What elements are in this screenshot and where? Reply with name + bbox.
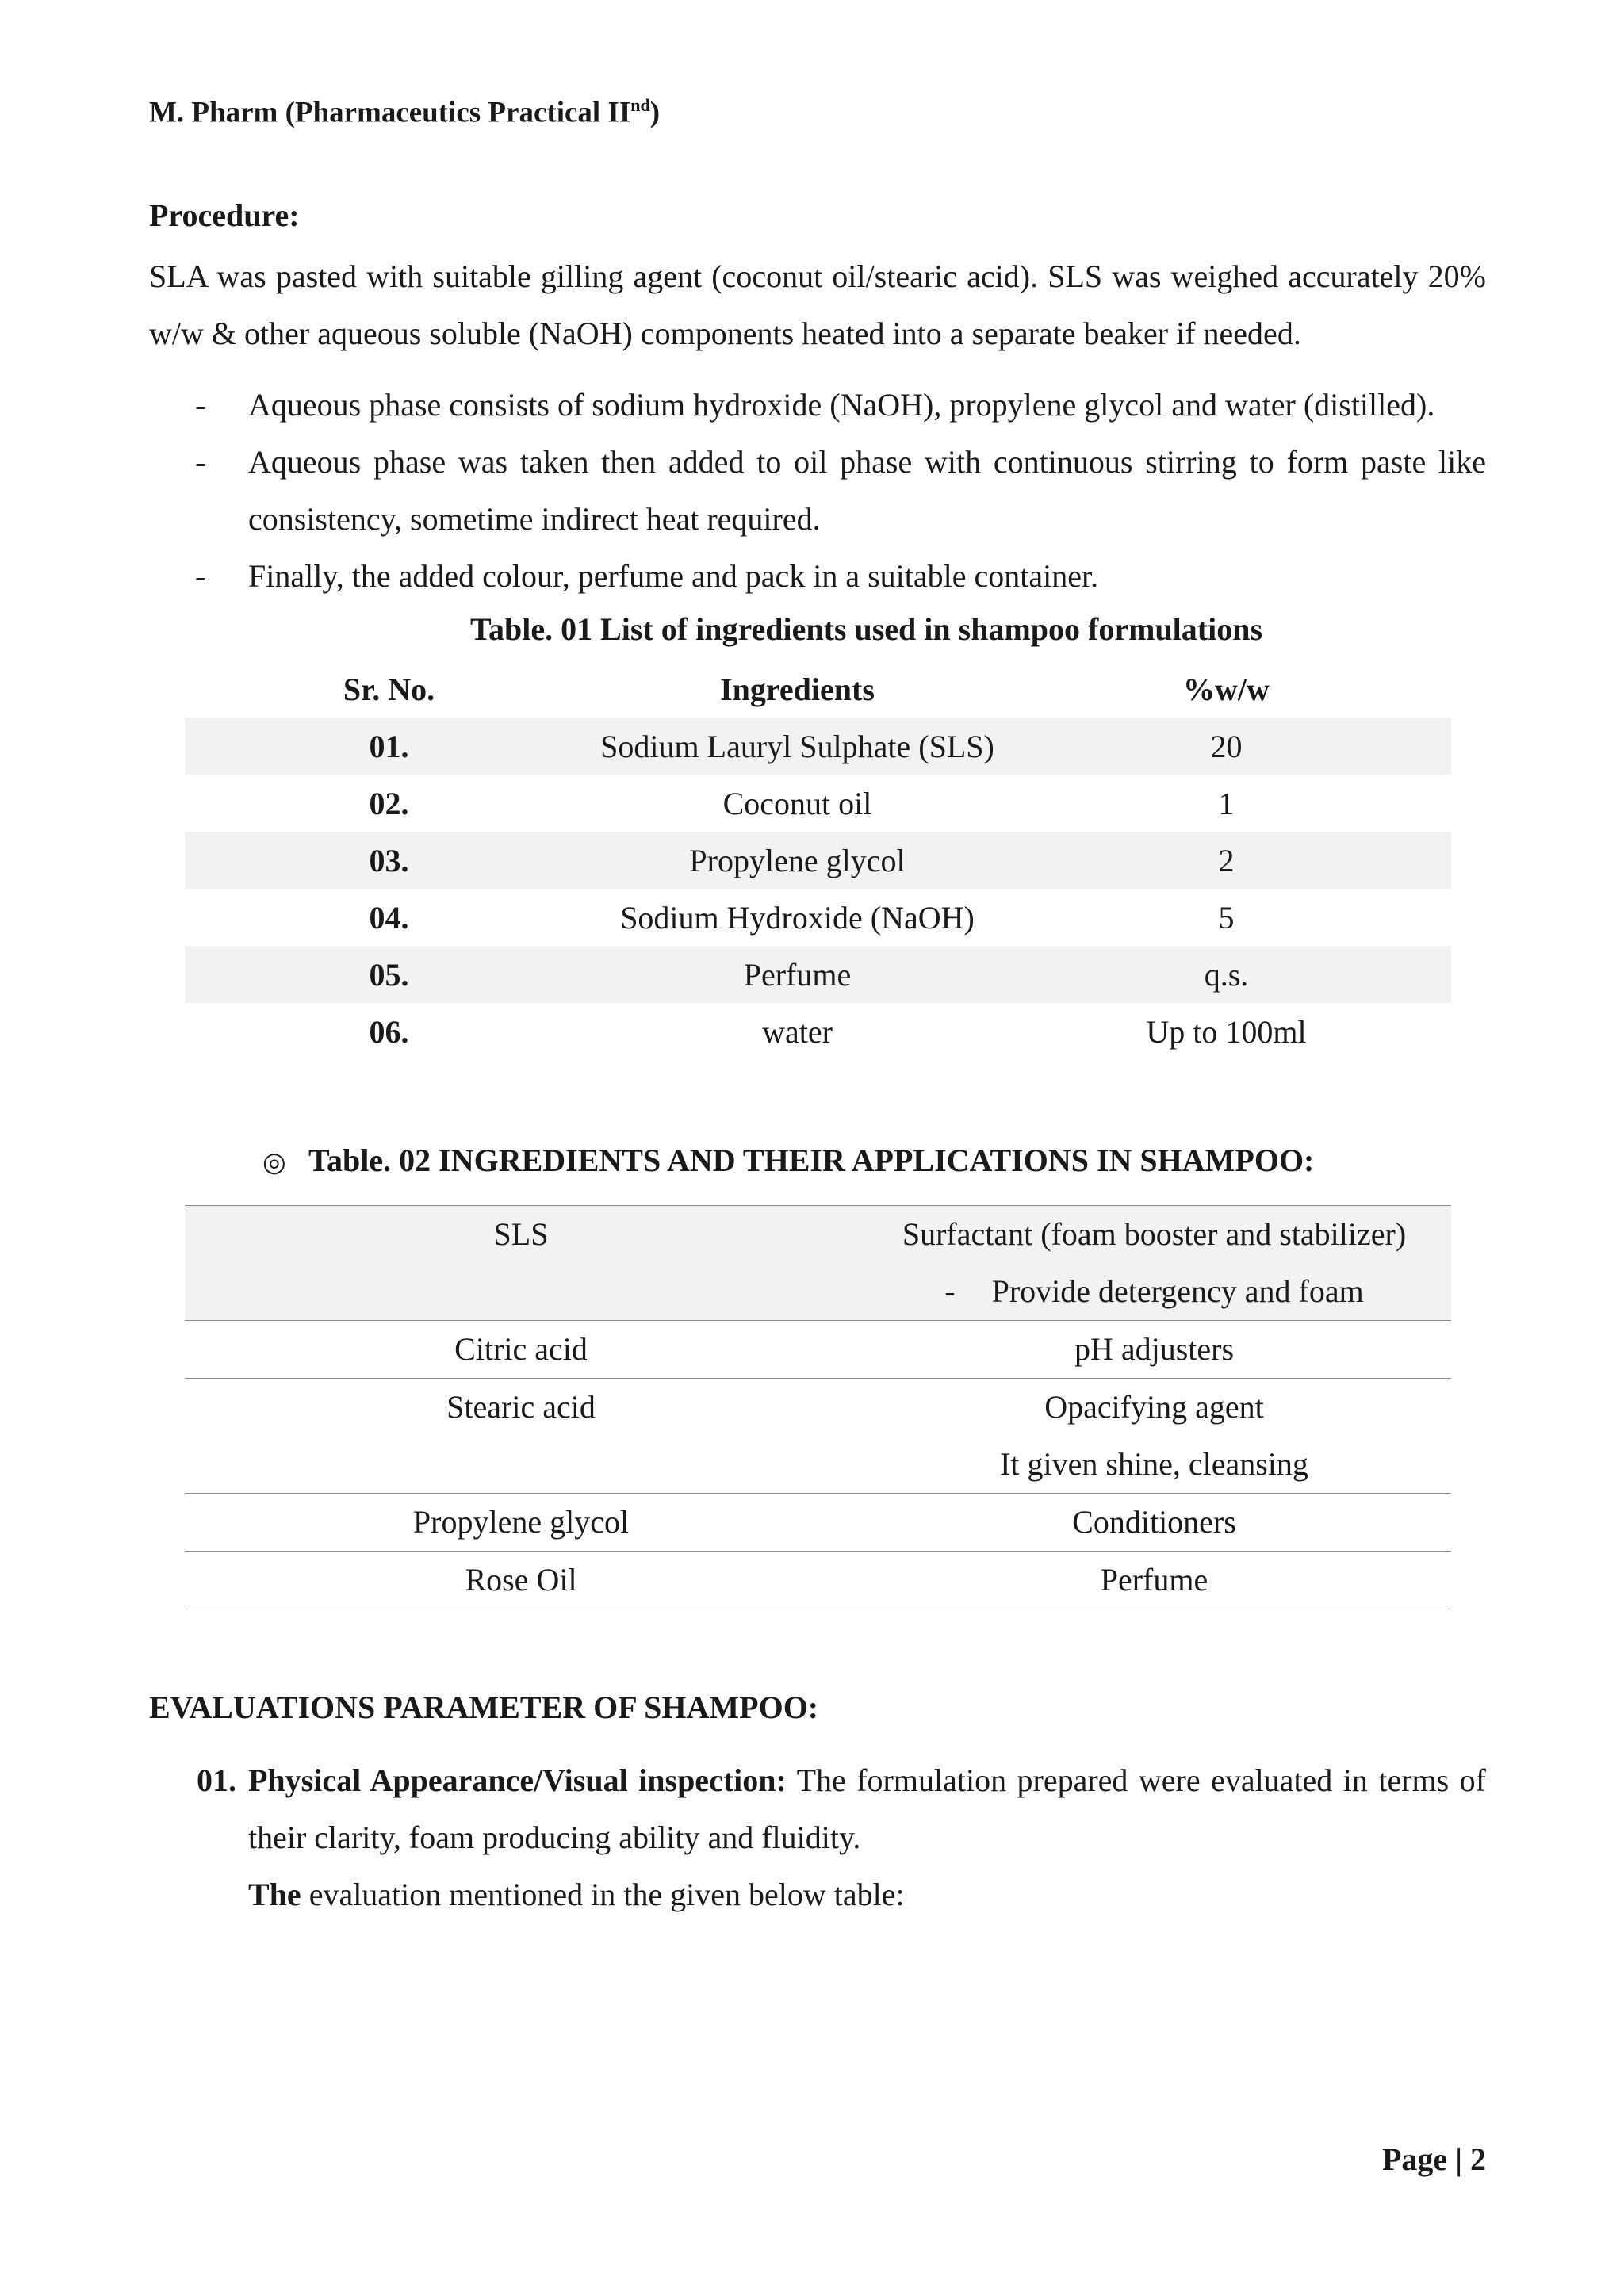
procedure-bullets (149, 377, 1486, 605)
cell-ingredient: SLS (185, 1206, 857, 1321)
cell-ingredient: Sodium Hydroxide (NaOH) (620, 899, 975, 936)
bullet-marker: - (195, 558, 206, 594)
application-text: Surfactant (foam booster and stabilizer) (902, 1216, 1407, 1252)
cell-ingredient: Perfume (593, 946, 1002, 1003)
cell-sr-no: 02. (369, 785, 409, 821)
bullet-item (149, 377, 1486, 434)
cell-ingredient: Stearic acid (185, 1379, 857, 1494)
cell-sr-no: 05. (185, 946, 593, 1003)
table-row (185, 1003, 1451, 1060)
table-row (185, 1206, 1451, 1321)
bullet-text: Finally, the added colour, perfume and pack in a suitable container. (248, 558, 1099, 594)
table-row (185, 1379, 1451, 1494)
cell-sr-no: 06. (369, 1013, 409, 1050)
cell-application: Conditioners (857, 1494, 1451, 1552)
procedure-paragraph: SLA was pasted with suitable gilling agent (coconut oil/stearic acid). SLS was weighed accurately 20% w/w & other aqueous soluble (NaOH) components heated into a separate beaker if needed. (149, 258, 1486, 351)
evaluation-item-line2 (248, 1866, 1486, 1923)
cell-percent: q.s. (1002, 946, 1451, 1003)
header-course: M. Pharm (Pharmaceutics Practical II (149, 96, 631, 129)
table2-caption (262, 1142, 1314, 1179)
cell-ingredient: Propylene glycol (185, 1494, 857, 1552)
header-percent: %w/w (1183, 671, 1270, 707)
cell-ingredient: Coconut oil (722, 785, 872, 821)
cell-percent: 20 (1002, 718, 1451, 775)
cell-application (857, 1206, 1451, 1321)
table-row (185, 946, 1451, 1003)
bullet-item (149, 434, 1486, 548)
evaluation-item-heading: Physical Appearance/Visual inspection: (248, 1762, 787, 1798)
header-sr-no: Sr. No. (343, 671, 435, 707)
application-sub (857, 1263, 1451, 1320)
table2-caption-text: Table. 02 INGREDIENTS AND THEIR APPLICATIONS IN SHAMPOO: (308, 1142, 1315, 1178)
table1-caption: Table. 01 List of ingredients used in shampoo formulations (469, 611, 1263, 647)
table-row (185, 832, 1451, 889)
cell-application (857, 1379, 1451, 1494)
application-sub-text: Provide detergency and foam (991, 1273, 1364, 1309)
bullet-item (149, 548, 1486, 605)
evaluation-title: EVALUATIONS PARAMETER OF SHAMPOO: (149, 1689, 819, 1725)
cell-sr-no: 03. (185, 832, 593, 889)
cell-application: Perfume (857, 1552, 1451, 1609)
table-header-row (185, 660, 1451, 718)
evaluation-item (149, 1752, 1486, 1923)
document-page (149, 0, 1486, 2296)
bullet-marker: - (195, 444, 206, 480)
ingredients-table (185, 660, 1451, 1060)
cell-ingredient: Propylene glycol (593, 832, 1002, 889)
bullet-text: Aqueous phase consists of sodium hydroxide (NaOH), propylene glycol and water (distilled). (248, 387, 1435, 423)
applications-table (185, 1205, 1451, 1609)
cell-ingredient: Sodium Lauryl Sulphate (SLS) (593, 718, 1002, 775)
cell-ingredient: Rose Oil (185, 1552, 857, 1609)
sub-marker: - (944, 1273, 956, 1309)
cell-percent: 1 (1218, 785, 1235, 821)
application-extra: It given shine, cleansing (1000, 1446, 1308, 1482)
bullet-marker: - (195, 387, 206, 423)
cell-percent: 2 (1002, 832, 1451, 889)
table-row (185, 1321, 1451, 1379)
cell-application: pH adjusters (857, 1321, 1451, 1379)
table-row (185, 889, 1451, 946)
circle-bullet-icon: ◎ (262, 1148, 286, 1177)
table-row (185, 1494, 1451, 1552)
evaluation-item-text: The formulation prepared were evaluated in terms of their clarity, foam producing ability and fluidity. (248, 1762, 1486, 1855)
application-text: Opacifying agent (1044, 1389, 1264, 1425)
evaluation-line2-bold: The (248, 1877, 301, 1912)
bullet-text: Aqueous phase was taken then added to oil phase with continuous stirring to form paste like consistency, sometime indirect heat required. (248, 444, 1486, 537)
cell-sr-no: 01. (185, 718, 593, 775)
table-row (185, 718, 1451, 775)
evaluation-item-body (248, 1752, 1486, 1866)
header-close: ) (649, 96, 661, 129)
cell-ingredient: Citric acid (185, 1321, 857, 1379)
cell-sr-no: 04. (369, 899, 409, 936)
cell-ingredient: water (762, 1013, 833, 1050)
header-superscript: nd (630, 95, 650, 115)
page-number: Page | 2 (1382, 2141, 1486, 2177)
page-header (149, 95, 660, 129)
cell-percent: Up to 100ml (1146, 1013, 1307, 1050)
evaluation-line2-text: evaluation mentioned in the given below table: (301, 1877, 905, 1912)
evaluation-item-number: 01. (197, 1762, 236, 1798)
cell-percent: 5 (1218, 899, 1235, 936)
table-row (185, 775, 1451, 832)
table-row (185, 1552, 1451, 1609)
procedure-title: Procedure: (149, 197, 300, 233)
header-ingredients: Ingredients (720, 671, 875, 707)
